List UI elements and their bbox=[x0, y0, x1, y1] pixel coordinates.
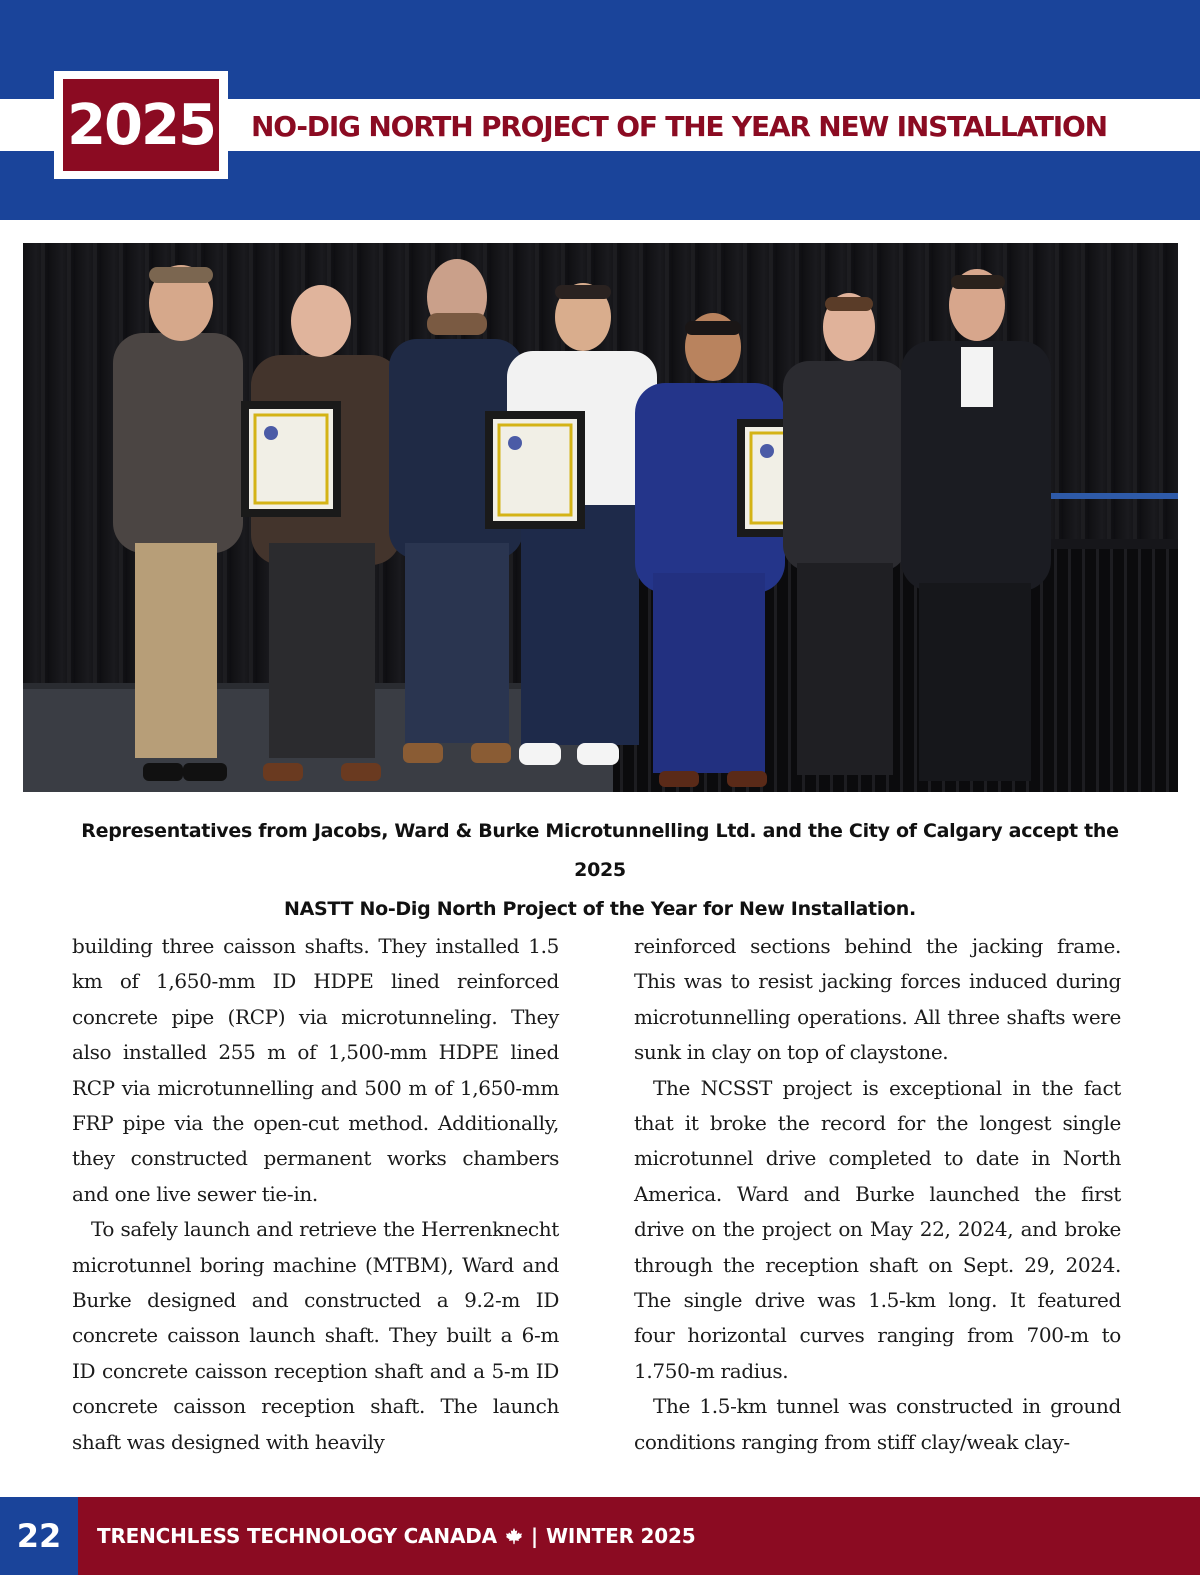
body-paragraph: The 1.5-km tunnel was constructed in ground conditions ranging from stiff clay/weak clay- bbox=[634, 1394, 1121, 1454]
footer-separator: | bbox=[530, 1524, 539, 1548]
maple-leaf-icon bbox=[505, 1527, 523, 1545]
body-column-right bbox=[634, 929, 1121, 1460]
photo-caption bbox=[60, 812, 1140, 929]
footer-issue: WINTER 2025 bbox=[546, 1524, 696, 1548]
body-paragraph: reinforced sections behind the jacking frame. This was to resist jacking forces induced during microtunnelling operations. All three shafts were sunk in clay on top of claystone. bbox=[634, 934, 1121, 1065]
page-number: 22 bbox=[0, 1497, 78, 1575]
header-year: 2025 bbox=[63, 79, 219, 171]
group-award-photo bbox=[23, 243, 1178, 792]
header-title: NO-DIG NORTH PROJECT OF THE YEAR NEW INSTALLATION bbox=[251, 109, 1107, 143]
body-paragraph: The NCSST project is exceptional in the fact that it broke the record for the longest single microtunnel drive completed to date in North America. Ward and Burke launched the first drive on the project on May 22, 2024, and broke through the reception shaft on Sept. 29, 2024. The single drive was 1.5-km long. It featured four horizontal curves ranging from 700-m to 1.750-m radius. bbox=[634, 1075, 1121, 1383]
footer-publication: TRENCHLESS TECHNOLOGY CANADA bbox=[97, 1524, 497, 1548]
caption-line-2: NASTT No-Dig North Project of the Year for New Installation. bbox=[284, 898, 916, 920]
footer-publication-line bbox=[97, 1497, 695, 1575]
body-paragraph: To safely launch and retrieve the Herrenknecht microtunnel boring machine (MTBM), Ward and Burke designed and constructed a 9.2-m ID concrete caisson launch shaft. They built a 6-m ID concrete caisson reception shaft and a 5-m ID concrete caisson reception shaft. The launch shaft was designed with heavily bbox=[72, 1217, 559, 1454]
caption-line-1: Representatives from Jacobs, Ward & Burke Microtunnelling Ltd. and the City of Calgary accept the 2025 bbox=[81, 820, 1119, 881]
body-column-left bbox=[72, 929, 559, 1460]
body-paragraph: building three caisson shafts. They installed 1.5 km of 1,650-mm ID HDPE lined reinforced concrete pipe (RCP) via microtunneling. They also installed 255 m of 1,500-mm HDPE lined RCP via microtunnelling and 500 m of 1,650-mm FRP pipe via the open-cut method. Additionally, they constructed permanent works chambers and one live sewer tie-in. bbox=[72, 934, 559, 1206]
